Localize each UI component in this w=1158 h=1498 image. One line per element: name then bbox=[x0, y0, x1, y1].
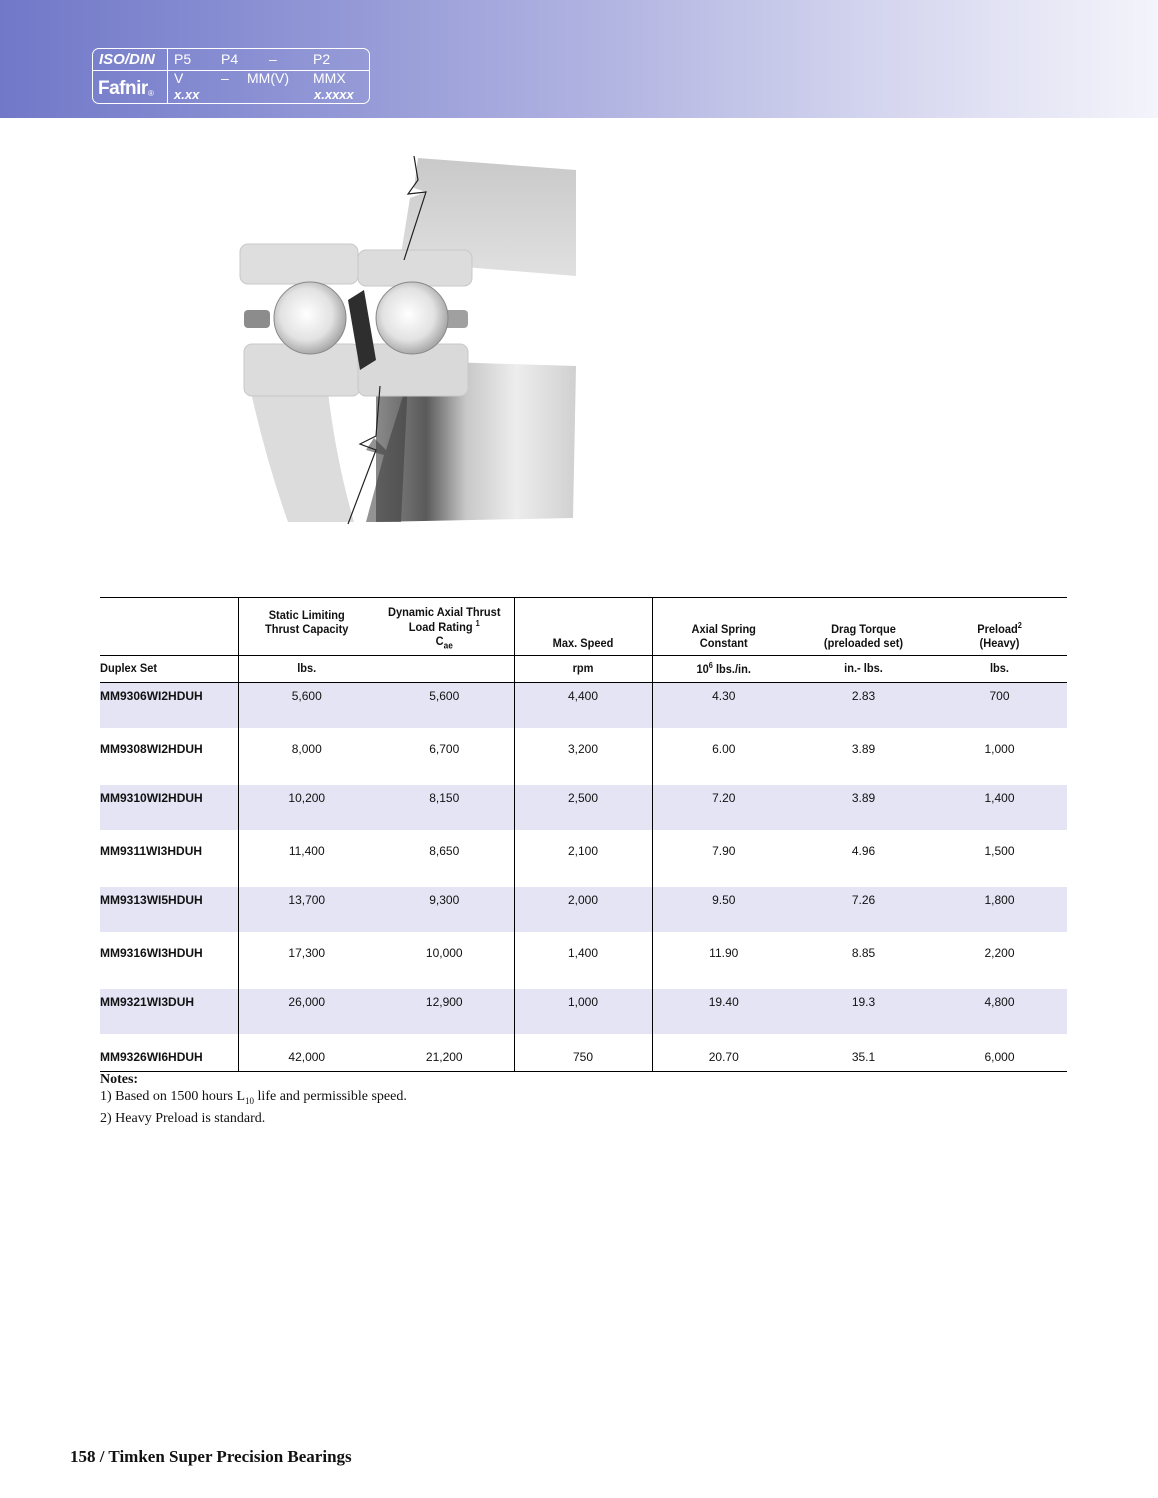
badge-mmx: MMX bbox=[313, 70, 346, 86]
header-dyn-line1: Dynamic Axial Thrust bbox=[388, 604, 501, 619]
row-spring: 6.00 bbox=[712, 741, 736, 756]
header-dyn-line2 bbox=[384, 619, 504, 634]
note-1-text-end: life and permissible speed. bbox=[254, 1089, 407, 1104]
header-preload-footnote: 2 bbox=[1017, 621, 1022, 630]
table-row bbox=[100, 932, 1067, 989]
row-speed: 2,500 bbox=[514, 785, 652, 830]
duplex-set-spec-table bbox=[100, 597, 1067, 1072]
header-static-line1: Static Limiting bbox=[268, 608, 345, 622]
row-spring: 11.90 bbox=[709, 945, 739, 960]
table-row bbox=[100, 1034, 1067, 1072]
units-static: lbs. bbox=[243, 656, 369, 683]
row-speed: 3,200 bbox=[514, 728, 652, 785]
header-dyn-ae: ae bbox=[443, 640, 453, 650]
row-duplex-set: MM9321WI3DUH bbox=[100, 989, 238, 1034]
header-preload-line2: (Heavy) bbox=[979, 636, 1020, 650]
header-blank bbox=[106, 598, 233, 656]
header-drag-line2: (preloaded set) bbox=[823, 636, 904, 650]
units-speed: rpm bbox=[520, 656, 647, 683]
units-drag: in.- lbs. bbox=[800, 656, 926, 683]
row-speed: 2,100 bbox=[514, 830, 652, 887]
units-dyn bbox=[381, 656, 509, 683]
iso-din-label: ISO/DIN bbox=[99, 51, 155, 68]
row-preload: 2,200 bbox=[984, 945, 1015, 960]
row-static: 8,000 bbox=[291, 741, 322, 756]
bearing-cross-section-drawing bbox=[236, 150, 580, 526]
header-dyn-c: C bbox=[435, 633, 444, 648]
notes-title: Notes: bbox=[100, 1072, 139, 1087]
row-duplex-set: MM9316WI3HDUH bbox=[100, 932, 238, 989]
registered-mark: ® bbox=[148, 89, 154, 98]
badge-p4: P4 bbox=[221, 51, 239, 67]
units-spring-unit: lbs./in. bbox=[712, 661, 751, 676]
row-preload: 4,800 bbox=[932, 989, 1067, 1034]
row-preload: 700 bbox=[932, 683, 1067, 728]
header-dyn-line3 bbox=[384, 634, 504, 650]
header-spring-line2: Constant bbox=[699, 636, 748, 650]
row-speed: 750 bbox=[514, 1034, 652, 1072]
row-dyn: 8,150 bbox=[375, 785, 514, 830]
units-preload: lbs. bbox=[937, 656, 1061, 683]
header-axial-spring bbox=[658, 598, 790, 656]
badge-mmv: MM(V) bbox=[247, 70, 289, 86]
row-static: 5,600 bbox=[238, 683, 375, 728]
row-speed: 1,000 bbox=[514, 989, 652, 1034]
row-preload: 1,400 bbox=[932, 785, 1067, 830]
row-static: 17,300 bbox=[288, 945, 326, 960]
row-dyn: 9,300 bbox=[375, 887, 514, 932]
row-speed: 4,400 bbox=[514, 683, 652, 728]
row-speed: 1,400 bbox=[514, 932, 652, 989]
header-preload-text: Preload bbox=[977, 622, 1018, 636]
header-dyn-footnote: 1 bbox=[475, 618, 480, 628]
row-spring: 7.90 bbox=[712, 843, 736, 858]
iso-din-badge bbox=[92, 48, 370, 104]
table-header-row bbox=[100, 598, 1067, 656]
badge-xxxxx: x.xxxx bbox=[314, 87, 354, 102]
row-drag: 8.85 bbox=[851, 945, 876, 960]
row-dyn: 10,000 bbox=[375, 932, 514, 989]
header-max-speed bbox=[520, 598, 647, 656]
header-preload-line1 bbox=[941, 621, 1058, 636]
note-1 bbox=[100, 1088, 407, 1110]
row-duplex-set: MM9326WI6HDUH bbox=[100, 1034, 238, 1072]
header-speed-text: Max. Speed bbox=[552, 636, 614, 650]
badge-dash-mid: – bbox=[221, 70, 229, 86]
row-dyn: 21,200 bbox=[375, 1034, 514, 1072]
table-row bbox=[100, 887, 1067, 932]
table-row bbox=[100, 830, 1067, 887]
row-dyn: 8,650 bbox=[375, 830, 514, 887]
row-static: 42,000 bbox=[238, 1034, 375, 1072]
row-duplex-set: MM9311WI3HDUH bbox=[100, 830, 238, 887]
header-drag-torque bbox=[800, 598, 926, 656]
row-drag: 4.96 bbox=[851, 843, 876, 858]
row-static: 10,200 bbox=[238, 785, 375, 830]
row-spring: 9.50 bbox=[652, 887, 795, 932]
row-spring: 19.40 bbox=[652, 989, 795, 1034]
row-static: 13,700 bbox=[238, 887, 375, 932]
fafnir-logo: Fafnir bbox=[98, 78, 148, 99]
header-spring-line1: Axial Spring bbox=[691, 622, 756, 636]
header-drag-line1: Drag Torque bbox=[831, 622, 896, 636]
badge-xxx: x.xx bbox=[174, 87, 200, 102]
row-drag: 19.3 bbox=[795, 989, 932, 1034]
table-units-row bbox=[100, 656, 1067, 683]
row-preload: 1,800 bbox=[932, 887, 1067, 932]
table-row bbox=[100, 785, 1067, 830]
units-spring-exp: 6 bbox=[708, 660, 713, 670]
badge-p2: P2 bbox=[313, 51, 331, 67]
badge-v: V bbox=[174, 70, 184, 86]
row-spring: 4.30 bbox=[652, 683, 795, 728]
note-1-text: 1) Based on 1500 hours L bbox=[100, 1089, 246, 1104]
row-dyn: 6,700 bbox=[375, 728, 514, 785]
row-drag: 7.26 bbox=[795, 887, 932, 932]
row-duplex-set: MM9308WI2HDUH bbox=[100, 728, 238, 785]
row-duplex-set: MM9310WI2HDUH bbox=[100, 785, 238, 830]
row-duplex-set: MM9313WI5HDUH bbox=[100, 887, 238, 932]
table-row bbox=[100, 683, 1067, 728]
table-row bbox=[100, 728, 1067, 785]
table-row bbox=[100, 989, 1067, 1034]
units-duplex-set: Duplex Set bbox=[100, 656, 227, 683]
units-spring-base: 10 bbox=[696, 661, 709, 676]
row-dyn: 12,900 bbox=[375, 989, 514, 1034]
header-banner bbox=[0, 0, 1158, 118]
page-footer: 158 / Timken Super Precision Bearings bbox=[70, 1447, 352, 1466]
row-speed: 2,000 bbox=[514, 887, 652, 932]
badge-dash-top: – bbox=[269, 51, 277, 67]
note-1-subscript: 10 bbox=[245, 1095, 255, 1106]
header-preload bbox=[937, 598, 1061, 656]
row-dyn: 5,600 bbox=[375, 683, 514, 728]
row-preload: 1,500 bbox=[984, 843, 1015, 858]
header-dynamic-rating bbox=[381, 598, 509, 656]
row-static: 11,400 bbox=[288, 843, 325, 858]
header-static-thrust bbox=[243, 598, 369, 656]
table-notes bbox=[100, 1071, 407, 1127]
row-drag: 2.83 bbox=[795, 683, 932, 728]
row-drag: 3.89 bbox=[851, 741, 876, 756]
row-duplex-set: MM9306WI2HDUH bbox=[100, 683, 238, 728]
note-2: 2) Heavy Preload is standard. bbox=[100, 1110, 266, 1126]
row-drag: 35.1 bbox=[795, 1034, 932, 1072]
row-drag: 3.89 bbox=[795, 785, 932, 830]
row-static: 26,000 bbox=[238, 989, 375, 1034]
row-preload: 6,000 bbox=[932, 1034, 1067, 1072]
row-spring: 20.70 bbox=[652, 1034, 795, 1072]
row-spring: 7.20 bbox=[652, 785, 795, 830]
header-dyn-load-rating: Load Rating bbox=[408, 619, 473, 634]
row-preload: 1,000 bbox=[984, 741, 1015, 756]
header-static-line2: Thrust Capacity bbox=[265, 622, 349, 636]
badge-p5: P5 bbox=[174, 51, 192, 67]
units-spring bbox=[658, 656, 790, 683]
